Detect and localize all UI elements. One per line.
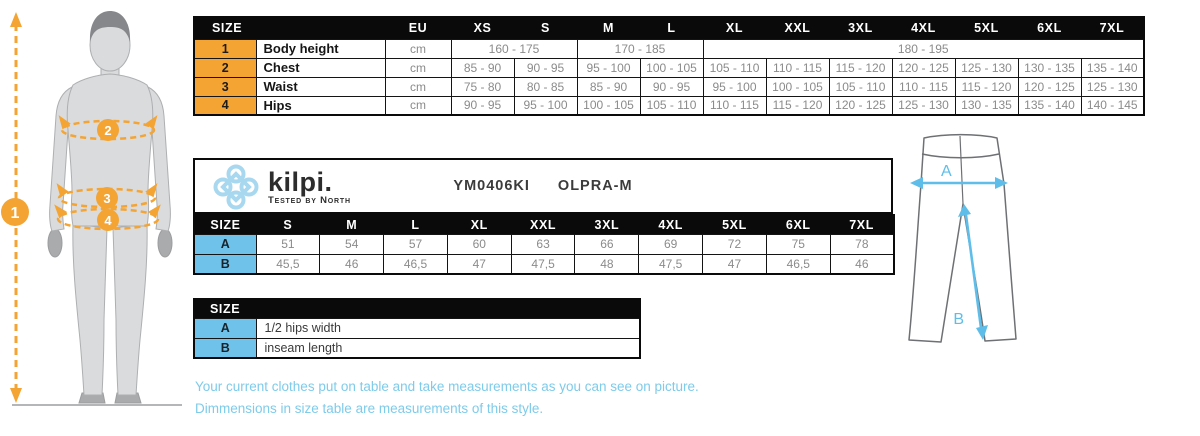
col-header-3xl: 3XL	[575, 215, 639, 234]
row-key-cell: A	[194, 234, 256, 254]
value-cell: 47,5	[639, 254, 703, 274]
value-cell: 95 - 100	[577, 58, 640, 77]
value-cell: 135 - 140	[1081, 58, 1144, 77]
col-header-l: L	[640, 17, 703, 39]
value-cell: 46,5	[384, 254, 448, 274]
col-header-m: M	[577, 17, 640, 39]
value-cell: 48	[575, 254, 639, 274]
col-header-s: S	[514, 17, 577, 39]
value-cell: 57	[384, 234, 448, 254]
row-number-cell: 2	[194, 58, 256, 77]
pants-width-label: A	[941, 163, 952, 180]
product-style-name: OLPRA-M	[557, 178, 633, 194]
value-cell: 45,5	[256, 254, 320, 274]
value-cell: 115 - 120	[766, 96, 829, 115]
row-label-cell: Body height	[256, 39, 385, 58]
brand-tagline: Tested by North	[268, 194, 351, 206]
body-measurement-figure	[0, 0, 190, 436]
value-cell: 95 - 100	[514, 96, 577, 115]
col-header-7xl: 7XL	[1081, 17, 1144, 39]
marker-4-label: 4	[104, 213, 112, 228]
value-cell: 90 - 95	[451, 96, 514, 115]
table-row-dimension-a	[194, 234, 894, 254]
brand-wordmark: kilpi.	[268, 166, 333, 197]
row-key-cell: A	[194, 318, 256, 338]
value-cell: 110 - 115	[766, 58, 829, 77]
col-header-xl: XL	[703, 17, 766, 39]
value-cell: 115 - 120	[829, 58, 892, 77]
col-header-m: M	[320, 215, 384, 234]
row-unit-cell: cm	[385, 39, 451, 58]
value-cell: 115 - 120	[955, 77, 1018, 96]
value-cell: 125 - 130	[892, 96, 955, 115]
marker-3-label: 3	[103, 191, 111, 206]
legend-row-a	[194, 318, 640, 338]
value-cell: 100 - 105	[640, 58, 703, 77]
row-number-cell: 4	[194, 96, 256, 115]
col-header-s: S	[256, 215, 320, 234]
value-cell: 90 - 95	[514, 58, 577, 77]
col-header-xxl: XXL	[511, 215, 575, 234]
col-header-l: L	[384, 215, 448, 234]
garment-dimensions-table	[193, 214, 895, 275]
row-number-cell: 3	[194, 77, 256, 96]
measurement-notes	[195, 376, 699, 420]
legend-row-b	[194, 338, 640, 358]
col-header-xxl: XXL	[766, 17, 829, 39]
value-cell: 80 - 85	[514, 77, 577, 96]
value-cell: 85 - 90	[577, 77, 640, 96]
value-cell: 120 - 125	[892, 58, 955, 77]
value-cell: 125 - 130	[955, 58, 1018, 77]
value-cell: 105 - 110	[829, 77, 892, 96]
table-row-body-height	[194, 39, 1144, 58]
brand-lockup	[213, 164, 351, 210]
marker-2-label: 2	[104, 123, 112, 138]
value-cell: 47	[703, 254, 767, 274]
brand-product-box	[193, 158, 893, 214]
row-label-cell: Chest	[256, 58, 385, 77]
value-cell: 125 - 130	[1081, 77, 1144, 96]
size-corner-header: SIZE	[194, 299, 640, 318]
col-header-5xl: 5XL	[703, 215, 767, 234]
value-cell: 130 - 135	[1018, 58, 1081, 77]
value-cell: 110 - 115	[892, 77, 955, 96]
value-cell: 140 - 145	[1081, 96, 1144, 115]
value-cell: 100 - 105	[577, 96, 640, 115]
value-cell: 72	[703, 234, 767, 254]
size-corner-header: SIZE	[194, 17, 385, 39]
table-row-waist	[194, 77, 1144, 96]
value-cell: 120 - 125	[1018, 77, 1081, 96]
value-cell: 90 - 95	[640, 77, 703, 96]
row-key-cell: B	[194, 338, 256, 358]
value-cell: 100 - 105	[766, 77, 829, 96]
sizes-table-header-row	[194, 17, 1144, 39]
value-cell: 47	[447, 254, 511, 274]
pants-inseam-label: B	[953, 311, 964, 328]
marker-1-label: 1	[10, 205, 20, 222]
col-header-xl: XL	[447, 215, 511, 234]
value-cell: 95 - 100	[703, 77, 766, 96]
pants-diagram	[893, 130, 1038, 368]
legend-description: 1/2 hips width	[256, 318, 640, 338]
row-unit-cell: cm	[385, 58, 451, 77]
value-cell: 69	[639, 234, 703, 254]
col-header-xs: XS	[451, 17, 514, 39]
value-cell: 105 - 110	[640, 96, 703, 115]
value-cell: 75	[766, 234, 830, 254]
table-row-dimension-b	[194, 254, 894, 274]
dimension-legend-table	[193, 298, 641, 359]
measurement-note-line2: Dimmensions in size table are measurements of this style.	[195, 401, 544, 416]
row-unit-cell: cm	[385, 77, 451, 96]
col-header-eu: EU	[385, 17, 451, 39]
legend-header-row	[194, 299, 640, 318]
body-measurements-table	[193, 16, 1145, 116]
value-cell: 46	[320, 254, 384, 274]
value-cell: 130 - 135	[955, 96, 1018, 115]
size-corner-header: SIZE	[194, 215, 256, 234]
value-cell: 180 - 195	[703, 39, 1144, 58]
row-label-cell: Hips	[256, 96, 385, 115]
col-header-6xl: 6XL	[766, 215, 830, 234]
product-code: YM0406KI	[453, 178, 530, 194]
measurement-note-line1: Your current clothes put on table and take measurements as you can see on picture.	[195, 379, 699, 394]
product-table-header-row	[194, 215, 894, 234]
value-cell: 170 - 185	[577, 39, 703, 58]
value-cell: 47,5	[511, 254, 575, 274]
value-cell: 46,5	[766, 254, 830, 274]
col-header-3xl: 3XL	[829, 17, 892, 39]
arrow-down-icon	[10, 388, 22, 403]
value-cell: 135 - 140	[1018, 96, 1081, 115]
value-cell: 46	[830, 254, 894, 274]
legend-description: inseam length	[256, 338, 640, 358]
value-cell: 75 - 80	[451, 77, 514, 96]
row-label-cell: Waist	[256, 77, 385, 96]
row-key-cell: B	[194, 254, 256, 274]
col-header-7xl: 7XL	[830, 215, 894, 234]
value-cell: 63	[511, 234, 575, 254]
col-header-4xl: 4XL	[639, 215, 703, 234]
value-cell: 78	[830, 234, 894, 254]
value-cell: 60	[447, 234, 511, 254]
arrow-up-icon	[10, 12, 22, 27]
col-header-5xl: 5XL	[955, 17, 1018, 39]
row-unit-cell: cm	[385, 96, 451, 115]
arrow-left-icon	[910, 177, 923, 189]
value-cell: 51	[256, 234, 320, 254]
value-cell: 54	[320, 234, 384, 254]
value-cell: 160 - 175	[451, 39, 577, 58]
table-row-hips	[194, 96, 1144, 115]
kilpi-logo-icon	[213, 164, 259, 210]
value-cell: 85 - 90	[451, 58, 514, 77]
product-id	[453, 178, 632, 194]
value-cell: 66	[575, 234, 639, 254]
table-row-chest	[194, 58, 1144, 77]
col-header-6xl: 6XL	[1018, 17, 1081, 39]
col-header-4xl: 4XL	[892, 17, 955, 39]
row-number-cell: 1	[194, 39, 256, 58]
value-cell: 110 - 115	[703, 96, 766, 115]
value-cell: 105 - 110	[703, 58, 766, 77]
value-cell: 120 - 125	[829, 96, 892, 115]
